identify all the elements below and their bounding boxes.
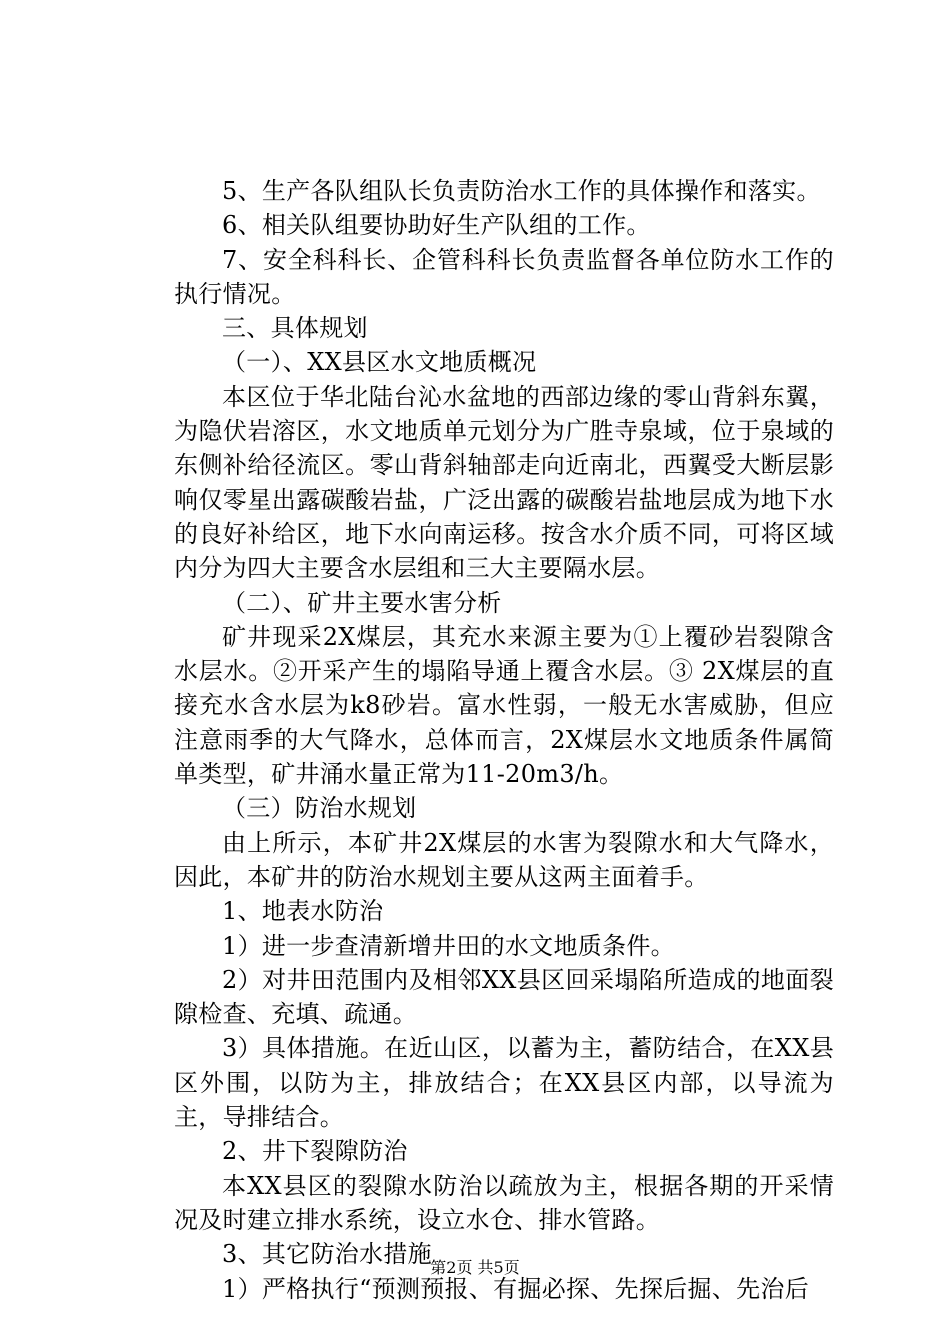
paragraph-hydrogeology: 本区位于华北陆台沁水盆地的西部边缘的零山背斜东翼，为隐伏岩溶区，水文地质单元划分为广胜寺泉域，位于泉域的东侧补给径流区。零山背斜轴部走向近南北，西翼受大断层影响仅零星出露碳酸岩盐，广泛出露的碳酸岩盐地层成为地下水的良好补给区，地下水向南运移。按含水介质不同，可将区域内分为四大主要含水层组和三大主要隔水层。 bbox=[174, 382, 834, 583]
list-heading-fissure-water: 2、井下裂隙防治 bbox=[222, 1137, 408, 1166]
paragraph-item-7: 7、安全科科长、企管科科长负责监督各单位防水工作的执行情况。 bbox=[174, 245, 834, 308]
section-heading-3: 三、具体规划 bbox=[222, 314, 368, 343]
paragraph-water-hazard: 矿井现采2X煤层，其充水来源主要为①上覆砂岩裂隙含水层水。②开采产生的塌陷导通上覆含水层。③ 2X煤层的直接充水含水层为k8砂岩。富水性弱，一般无水害威胁，但应注意雨季的大气降水，总体而言，2X煤层水文地质条件属简单类型，矿井涌水量正常为11-20m3/h。 bbox=[174, 622, 834, 789]
paragraph-fissure-water: 本XX县区的裂隙水防治以疏放为主，根据各期的开采情况及时建立排水系统，设立水仓、排水管路。 bbox=[174, 1171, 834, 1234]
paragraph-item-6: 6、相关队组要协助好生产队组的工作。 bbox=[222, 211, 651, 240]
list-item-3: 3）具体措施。在近山区，以蓄为主，蓄防结合，在XX县区外围，以防为主，排放结合；在XX县区内部，以导流为主，导排结合。 bbox=[174, 1034, 834, 1132]
subsection-heading-3: （三）防治水规划 bbox=[222, 794, 417, 823]
paragraph-plan-intro: 由上所示，本矿井2X煤层的水害为裂隙水和大气降水，因此，本矿井的防治水规划主要从这两主面着手。 bbox=[174, 828, 834, 891]
subsection-heading-2: （二）、矿井主要水害分析 bbox=[222, 588, 502, 617]
paragraph-item-5: 5、生产各队组队长负责防治水工作的具体操作和落实。 bbox=[222, 177, 821, 205]
list-item-2: 2）对井田范围内及相邻XX县区回采塌陷所造成的地面裂隙检查、充填、疏通。 bbox=[174, 965, 834, 1029]
subsection-heading-1: （一）、XX县区水文地质概况 bbox=[222, 348, 537, 377]
list-heading-surface-water: 1、地表水防治 bbox=[222, 897, 384, 926]
document-body bbox=[174, 174, 834, 1306]
list-heading-other-measures: 3、其它防治水措施 bbox=[222, 1240, 432, 1269]
page-footer: 第2页 共5页 bbox=[430, 1258, 520, 1277]
list-item-1: 1）进一步查清新增井田的水文地质条件。 bbox=[222, 931, 675, 960]
list-item-strict-execution: 1）严格执行“预测预报、有掘必探、先探后掘、先治后 bbox=[222, 1274, 810, 1303]
